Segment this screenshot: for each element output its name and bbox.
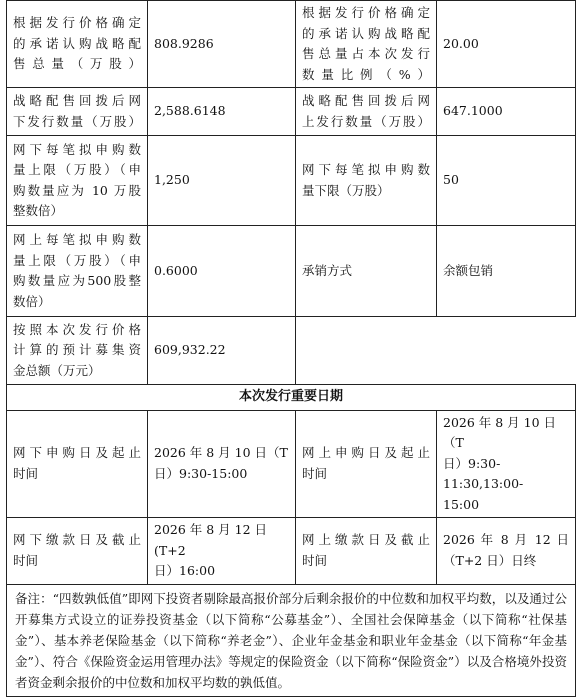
value-cell: 2,588.6148 <box>148 88 296 136</box>
value-line: 2026 年 8 月 10 日（T <box>443 414 557 450</box>
value-line: 2026 年 8 月 10 日（T <box>154 445 288 461</box>
value-cell: 808.9286 <box>148 1 296 88</box>
label-cell <box>7 317 148 385</box>
label-line: 网下每笔拟申购数 <box>302 162 430 177</box>
table-row <box>7 317 576 385</box>
label-line: 上发行数量（万股） <box>302 113 430 129</box>
label-cell <box>296 88 437 136</box>
label-line: 量下限（万股） <box>302 182 390 198</box>
value-cell <box>437 410 576 518</box>
label-cell <box>7 136 148 226</box>
value-line: 15:00 <box>443 496 480 512</box>
value-cell: 1,250 <box>148 136 296 226</box>
label-line: 量上限（万股）（申 <box>13 162 141 177</box>
label-line: 网下缴款日及截止 <box>13 532 141 548</box>
label-line: 整数倍） <box>13 203 64 218</box>
label-line: 计算的预计募集资 <box>13 342 141 358</box>
label-line: 的承诺认购战略配 <box>13 35 141 51</box>
label-line: 网上缴款日及截止 <box>302 532 430 548</box>
value-cell: 20.00 <box>437 1 576 88</box>
label-line: 购数量应为500股整 <box>13 273 141 288</box>
table-row <box>7 1 576 88</box>
label-line: 网上每笔拟申购数 <box>13 232 141 247</box>
value-cell: 余额包销 <box>437 226 576 317</box>
table-row <box>7 518 576 585</box>
label-line: 时间 <box>13 552 39 568</box>
value-line: 2026 年 8 月 12 日(T+2 <box>154 522 268 558</box>
label-line: 购数量应为 10 万股 <box>13 182 141 198</box>
label-line: 的承诺认购战略配 <box>302 25 430 41</box>
value-line: 日）16:00 <box>154 563 216 578</box>
label-cell <box>296 1 437 88</box>
label-line: 数量比例（%） <box>302 66 430 82</box>
label-line: 售总量占本次发行 <box>302 46 430 61</box>
value-line: （T+2 日）日终 <box>443 552 537 568</box>
label-cell <box>296 518 437 585</box>
label-line: 量上限（万股）（申 <box>13 252 141 268</box>
section-row <box>7 385 576 411</box>
value-cell <box>437 518 576 585</box>
label-line: 金总额（万元） <box>13 362 101 378</box>
label-cell <box>7 1 148 88</box>
label-line: 时间 <box>302 552 328 568</box>
value-cell <box>148 410 296 518</box>
value-cell: 0.6000 <box>148 226 296 317</box>
label-line: 承销方式 <box>302 262 353 278</box>
value-line: 2026 年 8 月 12 日 <box>443 532 569 548</box>
value-cell: 647.1000 <box>437 88 576 136</box>
label-cell <box>296 410 437 518</box>
label-line: 战略配售回拨后网 <box>13 93 141 108</box>
value-line: 日）9:30-11:30,13:00- <box>443 455 524 491</box>
label-line: 时间 <box>302 465 328 481</box>
label-line: 按照本次发行价格 <box>13 321 141 337</box>
label-cell <box>7 88 148 136</box>
label-line: 根据发行价格确定 <box>13 15 141 31</box>
label-cell <box>296 136 437 226</box>
section-title: 本次发行重要日期 <box>7 385 576 411</box>
table-row <box>7 410 576 518</box>
value-cell: 609,932.22 <box>148 317 296 385</box>
label-line: 根据发行价格确定 <box>302 5 430 20</box>
label-cell <box>7 226 148 317</box>
table-row <box>7 88 576 136</box>
value-cell <box>148 518 296 585</box>
offering-info-table <box>6 0 576 697</box>
label-cell <box>7 518 148 585</box>
label-line: 下发行数量（万股） <box>13 113 141 129</box>
label-line: 网下每笔拟申购数 <box>13 141 141 157</box>
label-cell <box>296 226 437 317</box>
empty-cell <box>296 317 576 385</box>
label-line: 网下申购日及起止 <box>13 445 141 461</box>
label-line: 时间 <box>13 465 39 481</box>
table-row <box>7 226 576 317</box>
value-cell: 50 <box>437 136 576 226</box>
value-line: 日）9:30-15:00 <box>154 465 248 481</box>
label-line: 战略配售回拨后网 <box>302 93 430 108</box>
label-cell <box>7 410 148 518</box>
table-row <box>7 136 576 226</box>
footnote: 备注：“四数孰低值”即网下投资者剔除最高报价部分后剩余报价的中位数和加权平均数，以及通过公开募集方式设立的证券投资基金（以下简称“公募基金”）、全国社会保障基金（以下简称“社保基金”）、基本养老保险基金（以下简称“养老金”）、企业年金基金和职业年金基金（以下简称“年金基金”）、符合《保险资金运用管理办法》等规定的保险资金（以下简称“保险资金”）以及合格境外投资者资金剩余报价的中位数和加权平均数的孰低值。 <box>7 584 576 696</box>
label-line: 售总量（万股） <box>13 56 141 72</box>
label-line: 数倍） <box>13 293 51 309</box>
label-line: 网上申购日及起止 <box>302 445 430 461</box>
note-row <box>7 584 576 696</box>
